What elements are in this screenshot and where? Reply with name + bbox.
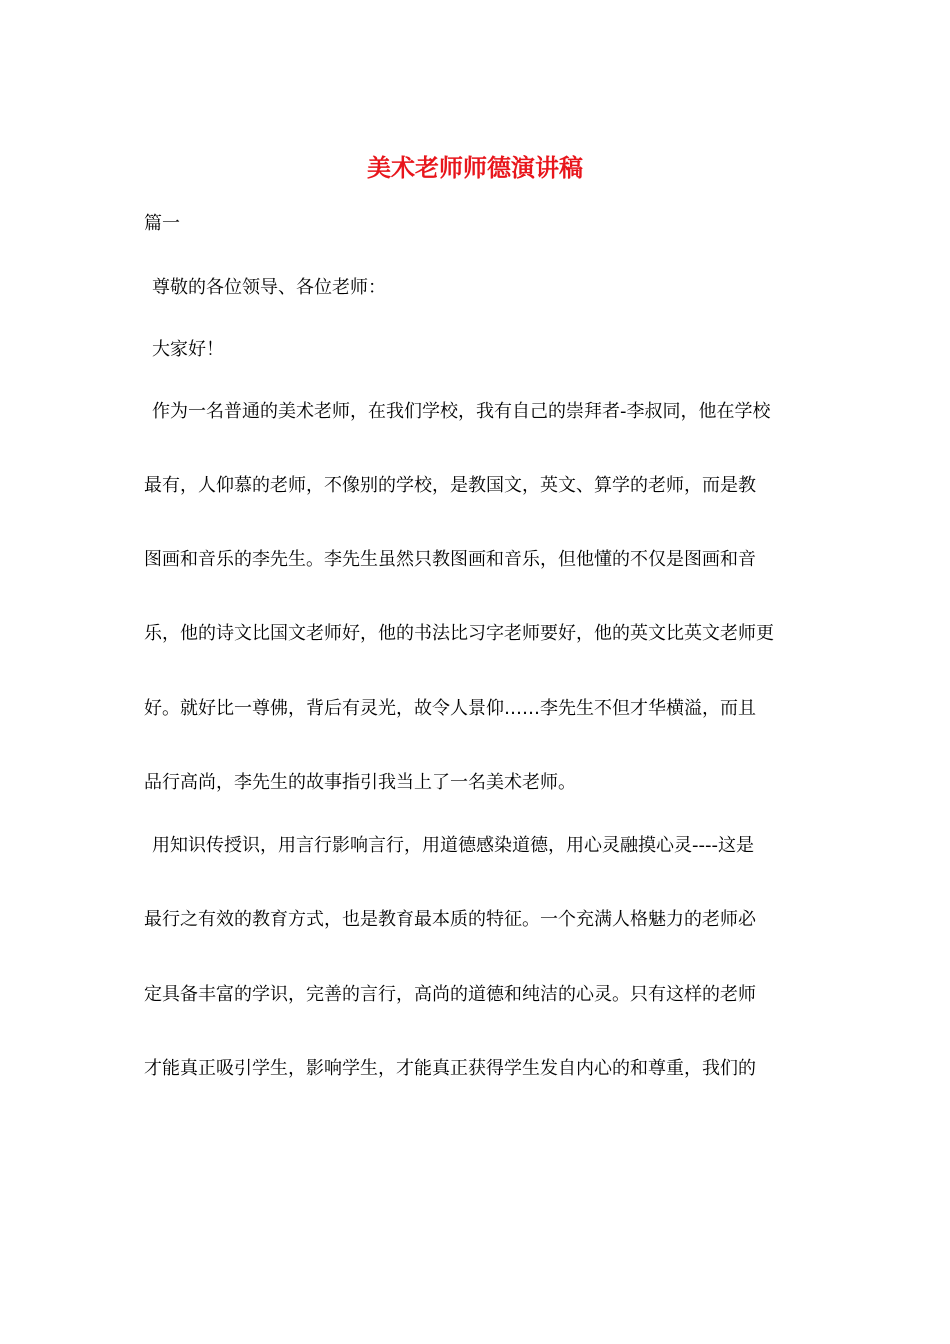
- paragraph-2-line-4: 才能真正吸引学生，影响学生，才能真正获得学生发自内心的和尊重，我们的: [144, 1058, 756, 1079]
- paragraph-1-line-1: 作为一名普通的美术老师，在我们学校，我有自己的崇拜者-李叔同，他在学校: [152, 401, 771, 422]
- paragraph-2-line-3: 定具备丰富的学识，完善的言行，高尚的道德和纯洁的心灵。只有这样的老师: [144, 984, 756, 1005]
- paragraph-1-line-5: 好。就好比一尊佛，背后有灵光，故令人景仰……李先生不但才华横溢，而且: [144, 698, 756, 719]
- document-title: 美术老师师德演讲稿: [367, 153, 583, 182]
- paragraph-1-line-2: 最有，人仰慕的老师，不像别的学校，是教国文，英文、算学的老师，而是教: [144, 475, 756, 496]
- salutation: 尊敬的各位领导、各位老师：: [152, 277, 386, 298]
- greeting: 大家好！: [152, 339, 224, 360]
- paragraph-1-line-3: 图画和音乐的李先生。李先生虽然只教图画和音乐，但他懂的不仅是图画和音: [144, 549, 756, 570]
- section-heading: 篇一: [144, 213, 180, 234]
- paragraph-2-line-1: 用知识传授识，用言行影响言行，用道德感染道德，用心灵融摸心灵----这是: [152, 835, 754, 856]
- paragraph-1-line-6: 品行高尚，李先生的故事指引我当上了一名美术老师。: [144, 772, 576, 793]
- paragraph-1-line-4: 乐，他的诗文比国文老师好，他的书法比习字老师要好，他的英文比英文老师更: [144, 623, 774, 644]
- paragraph-2-line-2: 最行之有效的教育方式，也是教育最本质的特征。一个充满人格魅力的老师必: [144, 909, 756, 930]
